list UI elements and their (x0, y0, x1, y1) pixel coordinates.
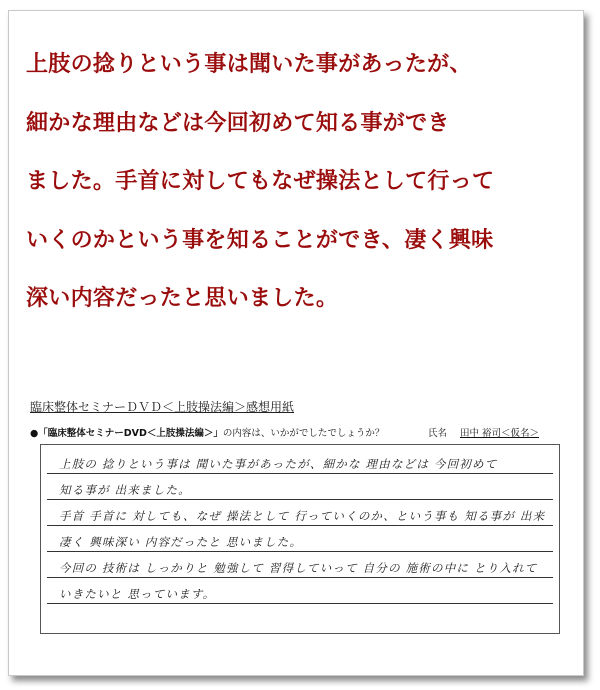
handwritten-line: 知る事が 出来ました。 (47, 475, 553, 500)
question-text: の内容は、いかがでしたでしょうか？ (222, 428, 385, 439)
name-label: 氏名 (428, 428, 448, 439)
testimonial-headline (26, 36, 571, 329)
handwritten-line: 上肢の 捻りという事は 聞いた事があったが、細かな 理由などは 今回初めて (47, 449, 553, 474)
form-question (30, 425, 578, 439)
handwritten-line: 手首 手首に 対しても、なぜ 操法として 行っていくのか、という事も 知る事が 出来 (47, 501, 553, 526)
headline-line: 細かな理由などは今回初めて知る事ができ (26, 110, 450, 136)
headline-line: 上肢の捻りという事は聞いた事があったが、 (26, 52, 472, 77)
question-bold: ●「臨床整体セミナーDVD＜上肢操法編＞」 (30, 428, 223, 439)
handwritten-line: いきたいと 思っています。 (47, 579, 553, 604)
headline-line: いくのかという事を知ることができ、凄く興味 (26, 227, 494, 253)
handwritten-line: 今回の 技術は しっかりと 勉強して 習得していって 自分の 施術の中に とり入れて (47, 553, 553, 578)
headline-line: 深い内容だったと思いました。 (26, 286, 339, 311)
name-value: 田中 裕司＜仮名＞ (460, 428, 540, 439)
headline-line: ました。手首に対してもなぜ操法として行って (26, 169, 495, 194)
handwritten-line: 凄く 興味深い 内容だったと 思いました。 (47, 527, 553, 552)
form-title: 臨床整体セミナーＤＶＤ＜上肢操法編＞感想用紙 (30, 400, 295, 414)
handwritten-answer-box (40, 444, 560, 634)
